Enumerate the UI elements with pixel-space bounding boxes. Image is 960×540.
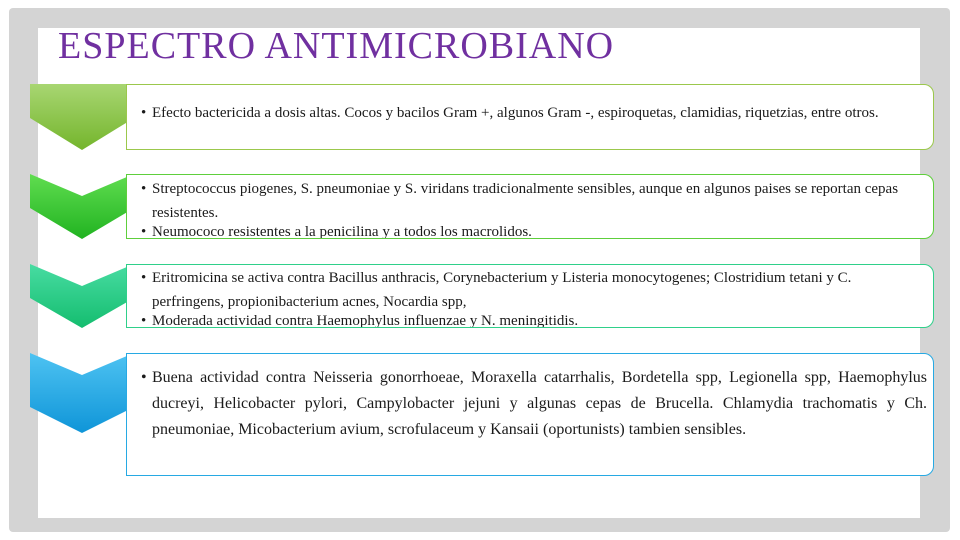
row-2-bullet-2: • Neumococo resistentes a la penicilina y a todos los macrolidos. <box>141 225 919 239</box>
chevron-shape-4 <box>30 353 134 476</box>
slide-title: ESPECTRO ANTIMICROBIANO <box>58 25 615 67</box>
row-4-box <box>126 353 934 476</box>
row-2-bullet-1: • Streptococcus piogenes, S. pneumoniae y S. viridans tradicionalmente sensibles, aunque en algunos paises se reportan cepas resistentes. <box>141 177 919 225</box>
chevron-shape-3 <box>30 264 134 328</box>
row-2-box <box>126 174 934 239</box>
row-1-box <box>126 84 934 150</box>
chevron-polygon-3 <box>30 264 134 328</box>
row-4-bullet-1: • Buena actividad contra Neisseria gonorrhoeae, Moraxella catarrhalis, Bordetella spp, Legionella spp, Haemophylus ducreyi, Helicobacter pylori, Campylobacter jejuni y algunas cepas de Brucella. Chlamydia trachomatis y Ch. pneumoniae, Micobacterium avium, scrofulaceum y Kansaii (oportunists) tambien sensibles. <box>141 365 927 443</box>
chevron-arrow-2 <box>30 174 134 239</box>
row-3-box <box>126 264 934 328</box>
chevron-polygon-1 <box>30 84 134 150</box>
chevron-arrow-1 <box>30 84 134 150</box>
chevron-arrow-4 <box>30 353 134 476</box>
chevron-shape-1 <box>30 84 134 150</box>
chevron-polygon-2 <box>30 174 134 239</box>
row-3-bullet-2: • Moderada actividad contra Haemophylus influenzae y N. meningitidis. <box>141 314 919 328</box>
row-2-list <box>141 177 919 239</box>
row-3-list <box>141 266 919 328</box>
row-4-list <box>141 365 927 443</box>
row-3-bullet-1: • Eritromicina se activa contra Bacillus anthracis, Corynebacterium y Listeria monocytogenes; Clostridium tetani y C. perfringens, propionibacterium acnes, Nocardia spp, <box>141 266 919 314</box>
chevron-shape-2 <box>30 174 134 239</box>
chevron-arrow-3 <box>30 264 134 328</box>
row-1-bullet-1: • Efecto bactericida a dosis altas. Cocos y bacilos Gram +, algunos Gram -, espiroquetas, clamidias, riquetzias, entre otros. <box>141 101 919 126</box>
chevron-polygon-4 <box>30 353 134 433</box>
row-1-list <box>141 101 919 126</box>
